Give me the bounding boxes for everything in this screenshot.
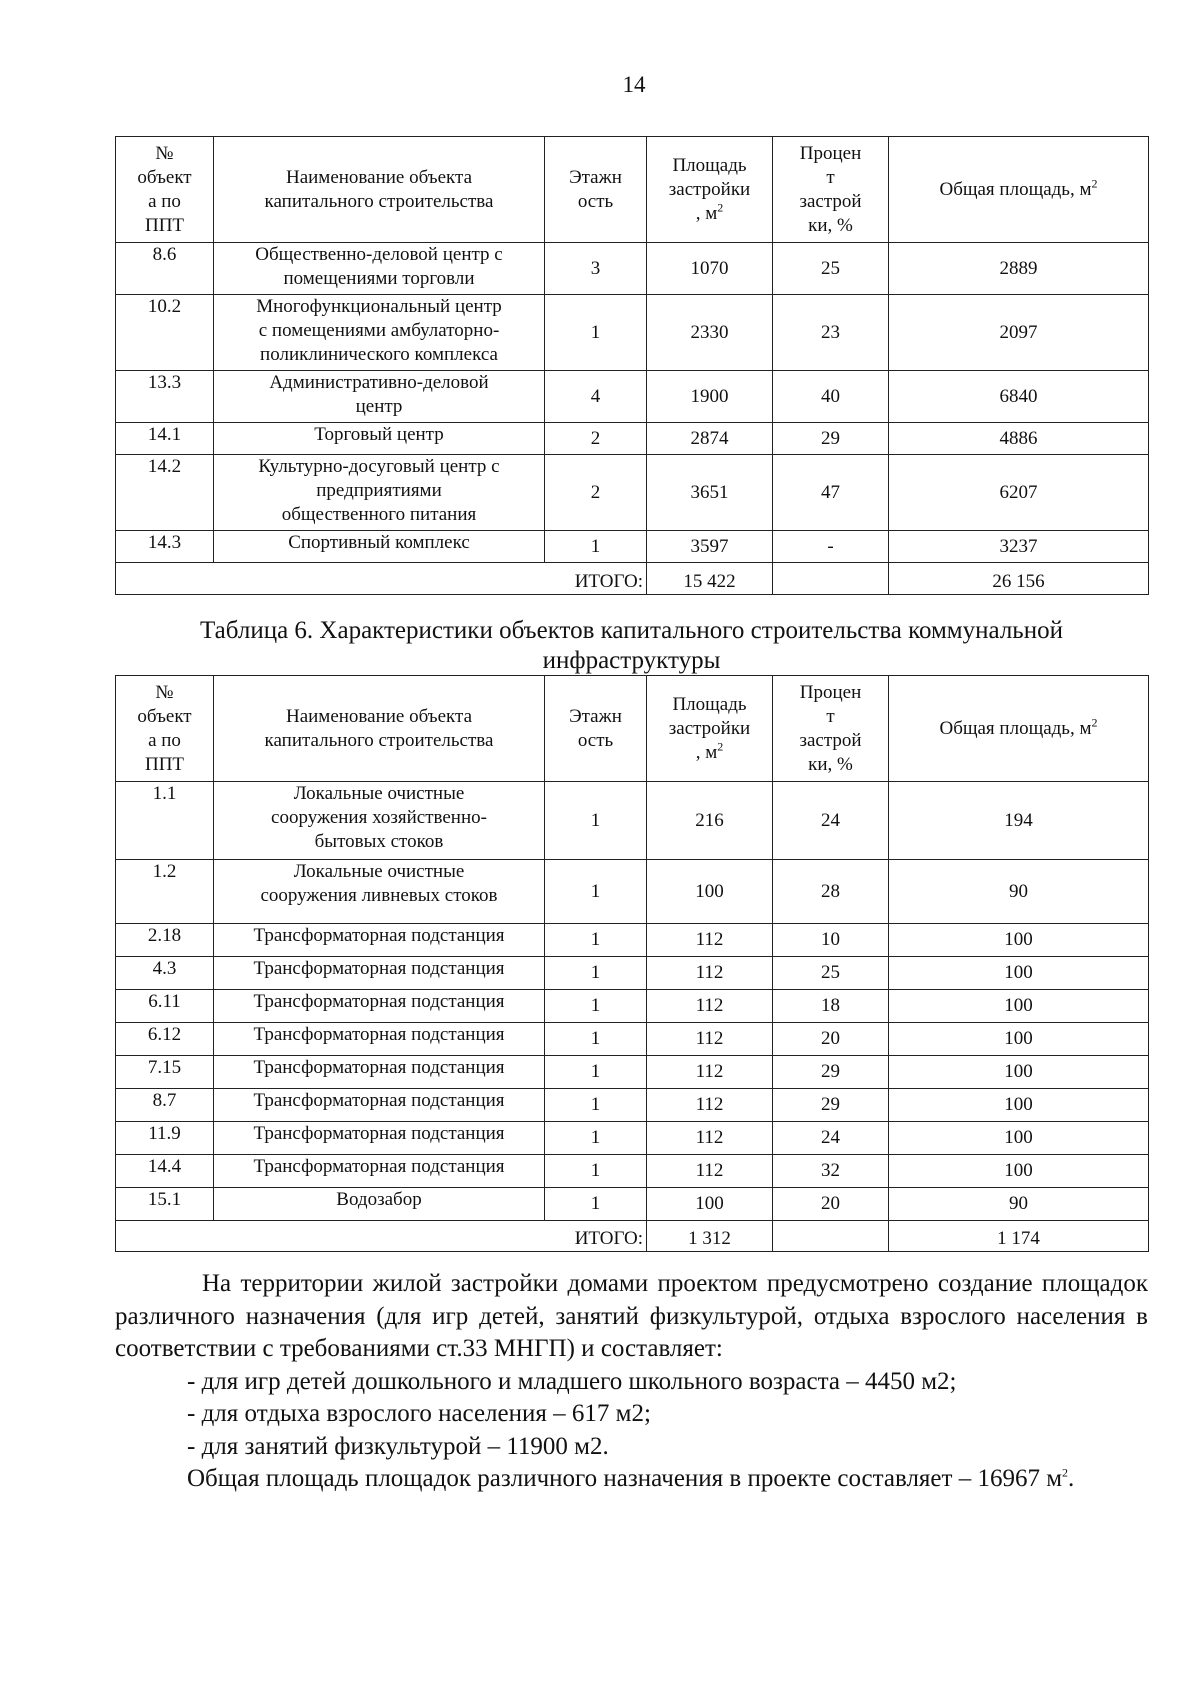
table-caption: [115, 616, 1148, 676]
cell-name-line: с помещениями амбулаторно-: [258, 320, 500, 341]
cell-code: 6.12: [116, 1023, 214, 1056]
table1-body: [116, 137, 1149, 595]
total-total: 26 156: [889, 563, 1149, 595]
cell-floors: 1: [545, 860, 647, 924]
header-name: [214, 676, 545, 782]
cell-code: 6.11: [116, 990, 214, 1023]
header-percent: [773, 137, 889, 243]
cell-name: [214, 1056, 545, 1089]
cell-total: 100: [889, 957, 1149, 990]
cell-name-line: бытовых стоков: [314, 831, 444, 852]
table-row: [116, 1155, 1149, 1188]
cell-name-line: сооружения хозяйственно-: [271, 807, 487, 828]
cell-area: 1900: [647, 371, 773, 423]
cell-percent: 24: [773, 782, 889, 860]
header-code-line: объект: [137, 705, 192, 727]
cell-total: 100: [889, 1089, 1149, 1122]
cell-floors: 1: [545, 782, 647, 860]
cell-total: 6840: [889, 371, 1149, 423]
cell-total: 3237: [889, 531, 1149, 563]
cell-percent: 29: [773, 423, 889, 455]
cell-percent: 29: [773, 1056, 889, 1089]
cell-area: 2874: [647, 423, 773, 455]
table-row: [116, 243, 1149, 295]
header-code: [116, 676, 214, 782]
table-row: [116, 1188, 1149, 1221]
cell-code: 13.3: [116, 371, 214, 423]
table2-body: [116, 676, 1149, 1252]
summary-paragraph: [115, 1463, 1148, 1496]
cell-code: 15.1: [116, 1188, 214, 1221]
cell-total: 90: [889, 860, 1149, 924]
cell-code: 14.1: [116, 423, 214, 455]
table-row: [116, 1122, 1149, 1155]
total-total: 1 174: [889, 1221, 1149, 1252]
cell-percent: 47: [773, 455, 889, 531]
cell-floors: 1: [545, 924, 647, 957]
cell-floors: 1: [545, 1056, 647, 1089]
total-row: [116, 563, 1149, 595]
cell-floors: 1: [545, 957, 647, 990]
cell-name: [214, 1188, 545, 1221]
cell-name: [214, 531, 545, 563]
header-built-area-line: Площадь: [672, 154, 747, 176]
cell-percent: 32: [773, 1155, 889, 1188]
cell-code: 14.4: [116, 1155, 214, 1188]
caption-line: Таблица 6. Характеристики объектов капитального строительства коммунальной: [200, 617, 1063, 644]
cell-area: 112: [647, 1023, 773, 1056]
table-row: [116, 924, 1149, 957]
header-code-line: ППТ: [144, 753, 185, 775]
cell-name: [214, 1023, 545, 1056]
cell-area: 112: [647, 957, 773, 990]
header-percent-line: застрой: [799, 190, 862, 212]
cell-percent: 23: [773, 295, 889, 371]
cell-floors: 2: [545, 455, 647, 531]
cell-code: 4.3: [116, 957, 214, 990]
list-item: - для занятий физкультурой – 11900 м2.: [187, 1432, 609, 1460]
header-code-line: №: [155, 142, 174, 164]
cell-name-line: Трансформаторная подстанция: [253, 1024, 505, 1045]
body-text: [115, 1268, 1148, 1496]
cell-name-line: поликлинического комплекса: [260, 344, 498, 365]
total-empty: [773, 563, 889, 595]
header-row: [116, 137, 1149, 243]
header-built-area: [647, 137, 773, 243]
cell-percent: 20: [773, 1023, 889, 1056]
cell-total: 90: [889, 1188, 1149, 1221]
total-area: 15 422: [647, 563, 773, 595]
cell-floors: 4: [545, 371, 647, 423]
unit-sup: 2: [717, 200, 724, 215]
cell-floors: 1: [545, 1023, 647, 1056]
cell-percent: 18: [773, 990, 889, 1023]
caption-line: инфраструктуры: [542, 647, 721, 674]
cell-percent: 25: [773, 957, 889, 990]
cell-name: [214, 1155, 545, 1188]
cell-percent: 24: [773, 1122, 889, 1155]
cell-code: 8.6: [116, 243, 214, 295]
header-percent-line: т: [826, 166, 835, 188]
cell-percent: 20: [773, 1188, 889, 1221]
header-code: [116, 137, 214, 243]
cell-name-line: Общественно-деловой центр с: [255, 244, 503, 265]
cell-area: 216: [647, 782, 773, 860]
cell-total: 100: [889, 1023, 1149, 1056]
cell-area: 112: [647, 924, 773, 957]
cell-area: 100: [647, 860, 773, 924]
header-built-area-line: , $м^2$: [695, 739, 724, 763]
cell-area: 112: [647, 1089, 773, 1122]
cell-floors: 1: [545, 1188, 647, 1221]
list-item: - для игр детей дошкольного и младшего школьного возраста – 4450 м2;: [187, 1367, 957, 1395]
cell-total: 100: [889, 1122, 1149, 1155]
header-row: [116, 676, 1149, 782]
header-percent-line: ки, %: [808, 214, 853, 236]
header-percent-line: ки, %: [808, 753, 853, 775]
cell-name-line: центр: [355, 396, 403, 417]
cell-name: [214, 423, 545, 455]
cell-name: [214, 924, 545, 957]
cell-name-line: Локальные очистные: [293, 783, 465, 804]
cell-total: 100: [889, 1056, 1149, 1089]
cell-code: 8.7: [116, 1089, 214, 1122]
cell-name: [214, 295, 545, 371]
cell-name-line: помещениями торговли: [283, 268, 475, 289]
cell-code: 1.1: [116, 782, 214, 860]
cell-total: 6207: [889, 455, 1149, 531]
total-row: [116, 1221, 1149, 1252]
cell-total: 100: [889, 1155, 1149, 1188]
cell-percent: 40: [773, 371, 889, 423]
cell-floors: 2: [545, 423, 647, 455]
cell-floors: 1: [545, 1089, 647, 1122]
cell-name: [214, 1089, 545, 1122]
total-area: 1 312: [647, 1221, 773, 1252]
cell-name-line: Трансформаторная подстанция: [253, 1090, 505, 1111]
cell-total: 100: [889, 990, 1149, 1023]
table-row: [116, 957, 1149, 990]
header-name-line: Наименование объекта: [285, 705, 473, 727]
header-code-line: а по: [148, 190, 181, 212]
header-code-line: объект: [137, 166, 192, 188]
header-percent-line: Процен: [799, 142, 862, 164]
cell-name-line: Локальные очистные: [293, 861, 465, 882]
cell-code: 1.2: [116, 860, 214, 924]
cell-code: 11.9: [116, 1122, 214, 1155]
cell-percent: -: [773, 531, 889, 563]
cell-area: 100: [647, 1188, 773, 1221]
cell-floors: 1: [545, 990, 647, 1023]
table-row: [116, 1089, 1149, 1122]
cell-name-line: Административно-деловой: [269, 372, 489, 393]
header-floors-line: ость: [577, 729, 614, 751]
header-floors-line: Этажн: [569, 705, 622, 727]
header-total-area: Общая площадь, $м^2$: [889, 676, 1149, 782]
cell-name-line: Водозабор: [336, 1189, 422, 1210]
table-row: [116, 455, 1149, 531]
cell-name-line: Трансформаторная подстанция: [253, 925, 505, 946]
cell-area: 3597: [647, 531, 773, 563]
cell-name: [214, 990, 545, 1023]
cell-code: 7.15: [116, 1056, 214, 1089]
table-row: [116, 1056, 1149, 1089]
table-row: [116, 860, 1149, 924]
cell-floors: 3: [545, 243, 647, 295]
cell-percent: 28: [773, 860, 889, 924]
cell-name-line: предприятиями: [316, 480, 442, 501]
cell-total: 2097: [889, 295, 1149, 371]
unit-sup: 2: [1091, 715, 1098, 730]
cell-code: 2.18: [116, 924, 214, 957]
table-row: [116, 295, 1149, 371]
header-built-area-line: застройки: [668, 178, 751, 200]
header-name: [214, 137, 545, 243]
cell-name: [214, 243, 545, 295]
cell-total: 100: [889, 924, 1149, 957]
unit-sup: 2: [717, 739, 724, 754]
cell-name: [214, 455, 545, 531]
header-built-area-line: Площадь: [672, 693, 747, 715]
cell-percent: 10: [773, 924, 889, 957]
header-floors: [545, 676, 647, 782]
total-label: ИТОГО:: [116, 1221, 647, 1252]
summary-end: .: [1068, 1465, 1075, 1492]
header-total-area: Общая площадь, $м^2$: [889, 137, 1149, 243]
cell-name-line: Спортивный комплекс: [288, 532, 470, 553]
header-percent-line: Процен: [799, 681, 862, 703]
cell-name-line: Культурно-досуговый центр с: [258, 456, 500, 477]
cell-area: 112: [647, 1122, 773, 1155]
header-name-line: Наименование объекта: [285, 166, 473, 188]
unit-sup: 2: [1091, 176, 1098, 191]
cell-floors: 1: [545, 531, 647, 563]
cell-name-line: общественного питания: [281, 504, 477, 525]
table-row: [116, 990, 1149, 1023]
cell-code: 14.2: [116, 455, 214, 531]
header-built-area-line: , $м^2$: [695, 200, 724, 224]
header-name-line: капитального строительства: [264, 190, 494, 212]
summary-text: Общая площадь площадок различного назначения в проекте составляет – 16967 м: [187, 1465, 1063, 1492]
table-public-objects: [115, 136, 1149, 595]
header-code-line: ППТ: [144, 214, 185, 236]
cell-code: 10.2: [116, 295, 214, 371]
summary-sup: 2: [1062, 1465, 1069, 1480]
cell-name-line: Трансформаторная подстанция: [253, 958, 505, 979]
cell-name-line: Трансформаторная подстанция: [253, 1057, 505, 1078]
header-built-area: [647, 676, 773, 782]
header-name-line: капитального строительства: [264, 729, 494, 751]
cell-name: [214, 782, 545, 860]
cell-total: 4886: [889, 423, 1149, 455]
header-percent: [773, 676, 889, 782]
cell-name: [214, 957, 545, 990]
table-row: [116, 531, 1149, 563]
header-built-area-line: застройки: [668, 717, 751, 739]
cell-total: 2889: [889, 243, 1149, 295]
header-code-line: а по: [148, 729, 181, 751]
table-row: [116, 371, 1149, 423]
cell-floors: 1: [545, 295, 647, 371]
cell-area: 112: [647, 1155, 773, 1188]
header-floors-line: ость: [577, 190, 614, 212]
cell-area: 3651: [647, 455, 773, 531]
cell-percent: 29: [773, 1089, 889, 1122]
table-utility-objects: [115, 675, 1149, 1252]
cell-name-line: Трансформаторная подстанция: [253, 1156, 505, 1177]
body-paragraph: На территории жилой застройки домами проектом предусмотрено создание площадок различного назначения (для игр детей, занятий физкультурой, отдыха взрослого населения в соответствии с требованиями ст.33 МНГП) и составляет:: [115, 1270, 1148, 1362]
cell-code: 14.3: [116, 531, 214, 563]
total-empty: [773, 1221, 889, 1252]
cell-name-line: Многофункциональный центр: [256, 296, 502, 317]
table-row: [116, 1023, 1149, 1056]
cell-floors: 1: [545, 1122, 647, 1155]
header-floors-line: Этажн: [569, 166, 622, 188]
cell-name-line: Трансформаторная подстанция: [253, 1123, 505, 1144]
cell-name: [214, 371, 545, 423]
header-percent-line: застрой: [799, 729, 862, 751]
cell-floors: 1: [545, 1155, 647, 1188]
cell-name-line: сооружения ливневых стоков: [260, 885, 498, 906]
total-label: ИТОГО:: [116, 563, 647, 595]
list-item: - для отдыха взрослого населения – 617 м2;: [187, 1400, 651, 1427]
cell-name: [214, 1122, 545, 1155]
cell-percent: 25: [773, 243, 889, 295]
cell-area: 1070: [647, 243, 773, 295]
page-number: 14: [622, 72, 646, 97]
cell-area: 2330: [647, 295, 773, 371]
cell-area: 112: [647, 1056, 773, 1089]
header-percent-line: т: [826, 705, 835, 727]
table-row: [116, 782, 1149, 860]
header-code-line: №: [155, 681, 174, 703]
cell-name-line: Торговый центр: [314, 424, 444, 445]
cell-area: 112: [647, 990, 773, 1023]
cell-total: 194: [889, 782, 1149, 860]
header-floors: [545, 137, 647, 243]
cell-name-line: Трансформаторная подстанция: [253, 991, 505, 1012]
cell-name: [214, 860, 545, 924]
table-row: [116, 423, 1149, 455]
